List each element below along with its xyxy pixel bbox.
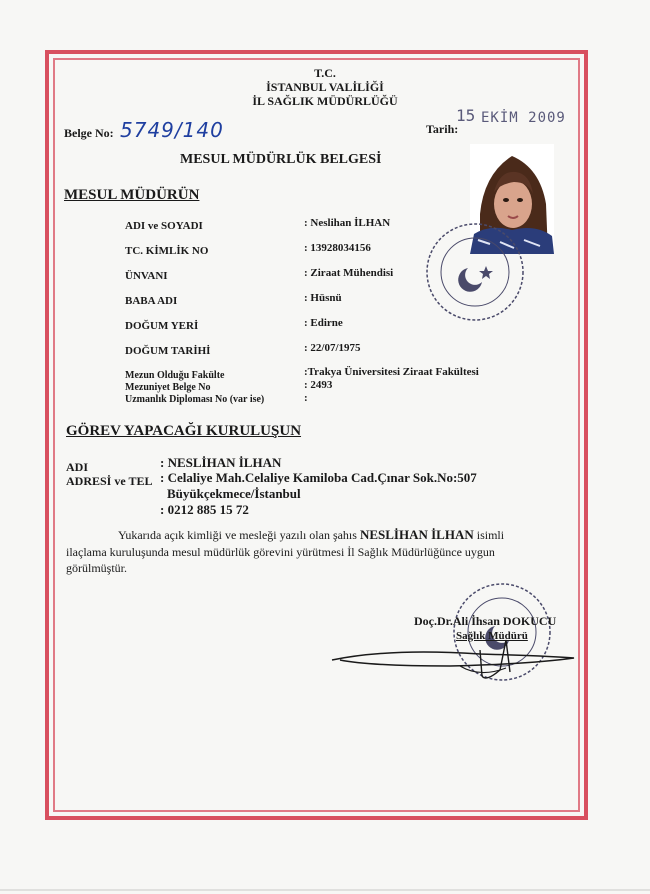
handwritten-signature [330,620,576,700]
tarih-day: 15 [456,106,476,125]
label-dogum-tarihi: DOĞUM TARİHİ [125,345,211,357]
value-dogum-yeri: : Edirne [304,317,343,329]
value-dogum-tarihi: : 22/07/1975 [304,342,361,354]
value-kurulus-adi: : NESLİHAN İLHAN [160,455,282,470]
value-mezuniyet-belge-no: : 2493 [304,379,333,391]
label-kurulus-adi: ADI [66,460,89,474]
document-title: MESUL MÜDÜRLÜK BELGESİ [180,152,382,167]
label-unvani: ÜNVANI [125,270,168,282]
label-uzmanlik-diplomasi: Uzmanlık Diploması No (var ise) [125,394,265,405]
official-seal-stamp [420,210,530,330]
paragraph-part2: isimli [476,528,505,542]
label-tc-kimlik-no: TC. KİMLİK NO [125,245,209,257]
belge-no-value: 5749/140 [120,118,224,142]
label-adres-tel: ADRESİ ve TEL [66,474,153,488]
label-mezun-fakulte: Mezun Olduğu Fakülte [125,370,225,381]
value-adres-line2: Büyükçekmece/İstanbul [167,486,301,501]
tarih-label: Tarih: [426,122,459,136]
section-gorev-kurulus-heading: GÖREV YAPACAĞI KURULUŞUN [66,423,302,439]
value-adres-line1: : Celaliye Mah.Celaliye Kamiloba Cad.Çınar Sok.No:507 [160,470,477,485]
value-uzmanlik-diplomasi: : [304,392,308,404]
header-mudurluk: İL SAĞLIK MÜDÜRLÜĞÜ [252,94,398,108]
paragraph-part1: Yukarıda açık kimliği ve mesleği yazılı olan şahıs [118,528,357,542]
label-mezuniyet-belge-no: Mezuniyet Belge No [125,382,211,393]
section-mesul-muduru-heading: MESUL MÜDÜRÜN [64,187,200,203]
tarih-month-year: EKİM 2009 [481,110,566,126]
label-adi-soyadi: ADI ve SOYADI [125,220,203,232]
value-unvani: : Ziraat Mühendisi [304,267,394,279]
paragraph-line1 [118,527,504,543]
signature-role: Sağlık Müdürü [456,630,528,642]
header-tc: T.C. [314,66,336,80]
label-baba-adi: BABA ADI [125,295,178,307]
value-baba-adi: : Hüsnü [304,292,342,304]
value-telefon: : 0212 885 15 72 [160,502,249,517]
belge-no-label: Belge No: [64,126,114,140]
header-valilik: İSTANBUL VALİLİĞİ [266,80,384,94]
paragraph-line2: ilaçlama kuruluşunda mesul müdürlük görevini yürütmesi İl Sağlık Müdürlüğünce uygun [66,545,495,559]
value-tc-kimlik-no: : 13928034156 [304,242,371,254]
signature-name: Doç.Dr.Ali İhsan DOKUCU [414,614,557,628]
value-mezun-fakulte: :Trakya Üniversitesi Ziraat Fakültesi [304,366,479,378]
paragraph-line3: görülmüştür. [66,561,128,575]
label-dogum-yeri: DOĞUM YERİ [125,320,199,332]
paragraph-name: NESLİHAN İLHAN [359,527,474,542]
value-adi-soyadi: : Neslihan İLHAN [304,217,391,229]
